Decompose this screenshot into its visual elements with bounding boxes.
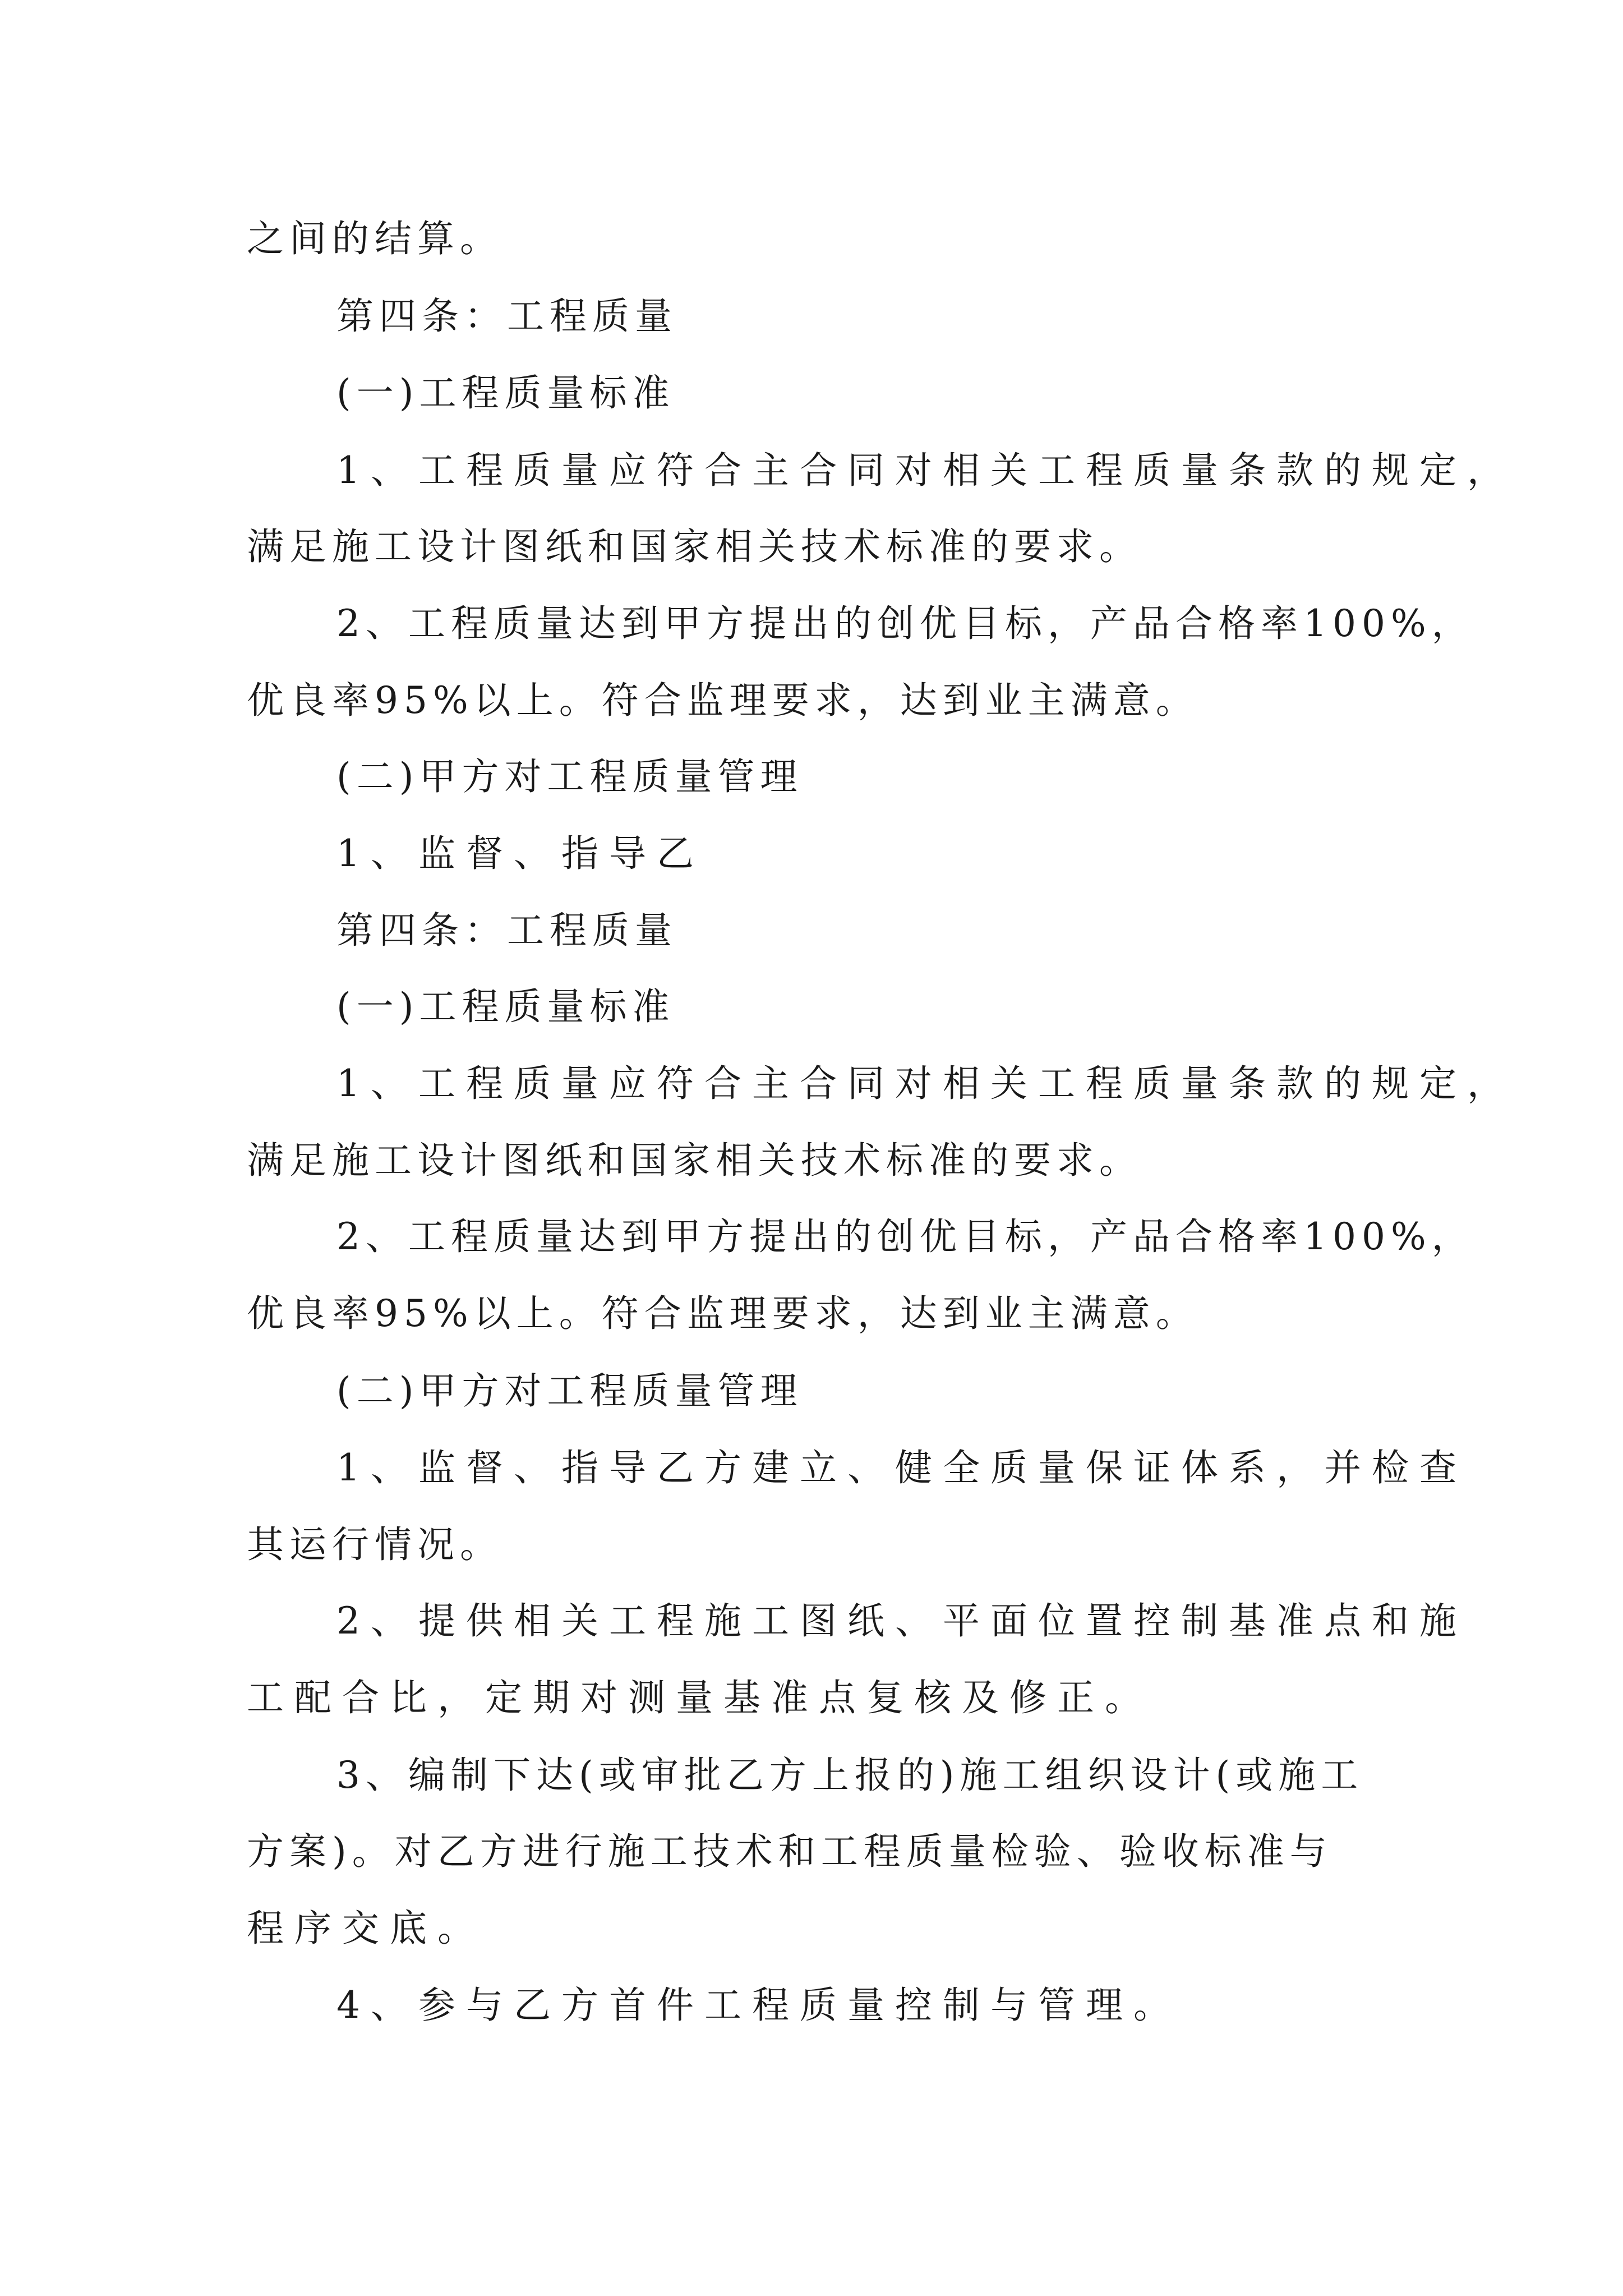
clause-text: 2、工程质量达到甲方提出的创优目标，产品合格率100%， [336, 1215, 1474, 1258]
clause-text: 3、编制下达(或审批乙方上报的)施工组织设计(或施工 [336, 1754, 1364, 1797]
clause-text: 1、监督、指导乙 [336, 832, 704, 875]
section-heading: (二)甲方对工程质量管理 [336, 755, 803, 798]
section-heading: (二)甲方对工程质量管理 [336, 1369, 803, 1412]
article-heading: 第四条：工程质量 [336, 295, 677, 338]
clause-text: 工配合比，定期对测量基准点复核及修正。 [247, 1676, 1152, 1719]
clause-text: 1、工程质量应符合主合同对相关工程质量条款的规定， [336, 449, 1515, 492]
section-heading: (一)工程质量标准 [336, 371, 675, 415]
clause-text: 满足施工设计图纸和国家相关技术标准的要求。 [247, 1139, 1142, 1182]
text-line-continuation: 之间的结算。 [247, 217, 502, 260]
clause-text: 优良率95%以上。符合监理要求，达到业主满意。 [247, 1292, 1198, 1335]
clause-text: 程序交底。 [247, 1907, 485, 1950]
section-heading: (一)工程质量标准 [336, 985, 675, 1028]
clause-text: 方案)。对乙方进行施工技术和工程质量检验、验收标准与 [247, 1830, 1332, 1873]
clause-text: 1、监督、指导乙方建立、健全质量保证体系，并检查 [336, 1446, 1467, 1489]
clause-text: 1、工程质量应符合主合同对相关工程质量条款的规定， [336, 1062, 1515, 1105]
article-heading: 第四条：工程质量 [336, 909, 677, 952]
clause-text: 其运行情况。 [247, 1523, 502, 1566]
clause-text: 2、工程质量达到甲方提出的创优目标，产品合格率100%， [336, 602, 1474, 645]
clause-text: 4、参与乙方首件工程质量控制与管理。 [336, 1984, 1181, 2027]
clause-text: 2、提供相关工程施工图纸、平面位置控制基准点和施 [336, 1599, 1467, 1642]
clause-text: 优良率95%以上。符合监理要求，达到业主满意。 [247, 679, 1198, 722]
clause-text: 满足施工设计图纸和国家相关技术标准的要求。 [247, 525, 1142, 568]
